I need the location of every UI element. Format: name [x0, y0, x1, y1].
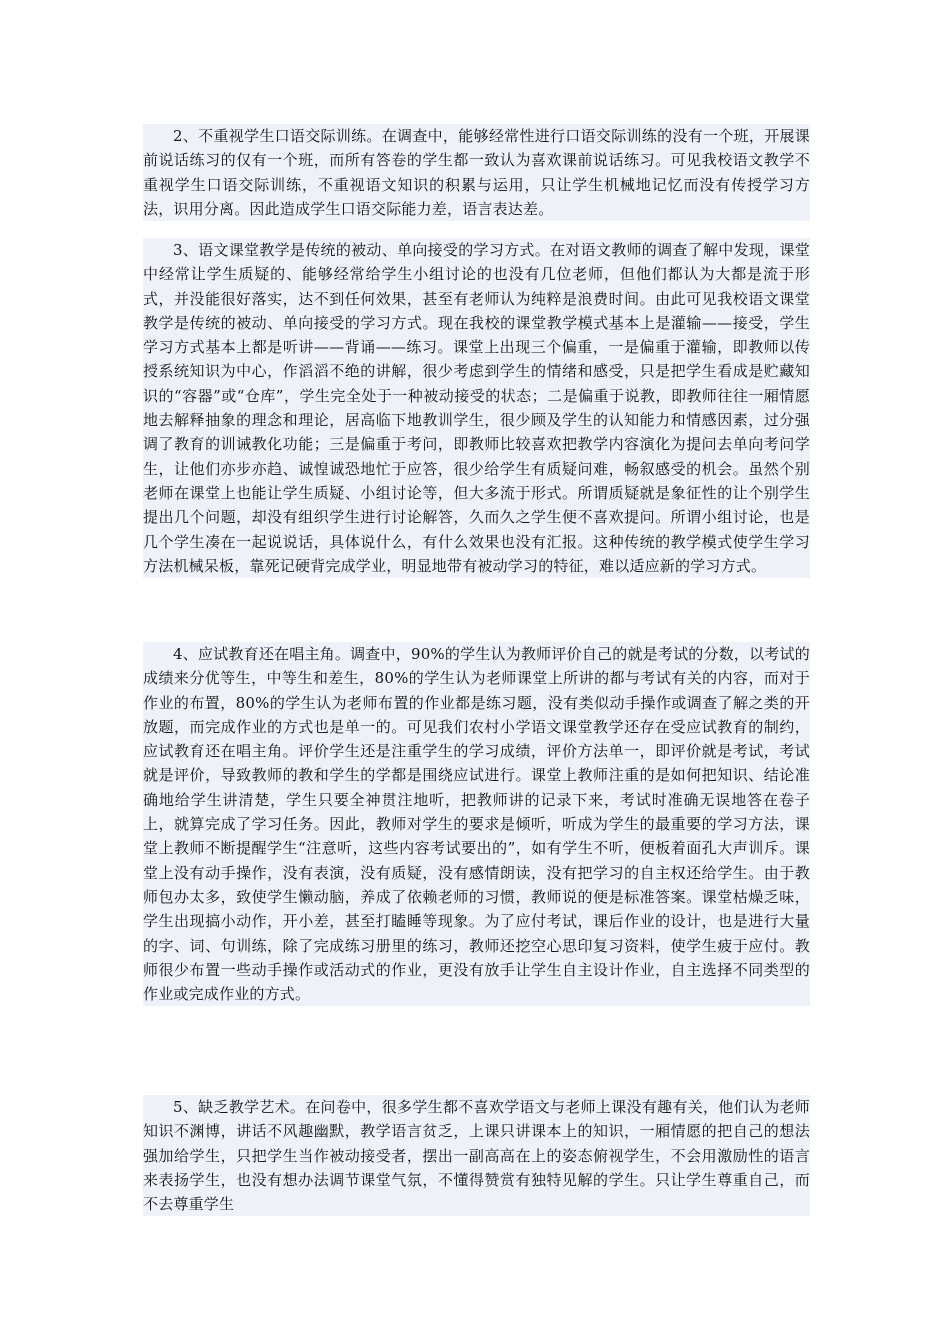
- paragraph-passive-learning: 3、语文课堂教学是传统的被动、单向接受的学习方式。在对语文教师的调查了解中发现，课堂中经常让学生质疑的、能够经常给学生小组讨论的也没有几位老师，但他们都认为大都是流于形式，并没能很好落实，达不到任何效果，甚至有老师认为纯粹是浪费时间。由此可见我校语文课堂教学是传统的被动、单向接受的学习方式。现在我校的课堂教学模式基本上是灌输——接受，学生学习方式基本上都是听讲——背诵——练习。课堂上出现三个偏重，一是偏重于灌输，即教师以传授系统知识为中心，作滔滔不绝的讲解，很少考虑到学生的情绪和感受，只是把学生看成是贮藏知识的“容器”或“仓库”，学生完全处于一种被动接受的状态；二是偏重于说教，即教师往往一厢情愿地去解释抽象的理念和理论，居高临下地教训学生，很少顾及学生的认知能力和情感因素，过分强调了教育的训诫教化功能；三是偏重于考问，即教师比较喜欢把教学内容演化为提问去单向考问学生，让他们亦步亦趋、诚惶诚恐地忙于应答，很少给学生有质疑问难，畅叙感受的机会。虽然个别老师在课堂上也能让学生质疑、小组讨论等，但大多流于形式。所谓质疑就是象征性的让个别学生提出几个问题，却没有组织学生进行讨论解答，久而久之学生便不喜欢提问。所谓小组讨论，也是几个学生凑在一起说说话，具体说什么，有什么效果也没有汇报。这种传统的教学模式使学生学习方法机械呆板，靠死记硬背完成学业，明显地带有被动学习的特征，难以适应新的学习方式。: [143, 238, 810, 578]
- paragraph-teaching-art: 5、缺乏教学艺术。在问卷中，很多学生都不喜欢学语文与老师上课没有趣有关，他们认为老师知识不渊博，讲话不风趣幽默，教学语言贫乏，上课只讲课本上的知识，一厢情愿的把自己的想法强加给学生，只把学生当作被动接受者，摆出一副高高在上的姿态俯视学生，不会用激励性的语言来表扬学生，也没有想办法调节课堂气氛，不懂得赞赏有独特见解的学生。只让学生尊重自己，而不去尊重学生: [143, 1095, 810, 1216]
- paragraph-oral-communication: 2、不重视学生口语交际训练。在调查中，能够经常性进行口语交际训练的没有一个班，开展课前说话练习的仅有一个班，而所有答卷的学生都一致认为喜欢课前说话练习。可见我校语文教学不重视学生口语交际训练，不重视语文知识的积累与运用，只让学生机械地记忆而没有传授学习方法，识用分离。因此造成学生口语交际能力差，语言表达差。: [143, 124, 810, 221]
- paragraph-exam-oriented: 4、应试教育还在唱主角。调查中，90%的学生认为教师评价自己的就是考试的分数，以考试的成绩来分优等生，中等生和差生，80%的学生认为老师课堂上所讲的都与考试有关的内容，而对于作业的布置，80%的学生认为老师布置的作业都是练习题，没有类似动手操作或调查了解之类的开放题，而完成作业的方式也是单一的。可见我们农村小学语文课堂教学还存在受应试教育的制约，应试教育还在唱主角。评价学生还是注重学生的学习成绩，评价方法单一，即评价就是考试，考试就是评价，导致教师的教和学生的学都是围绕应试进行。课堂上教师注重的是如何把知识、结论准确地给学生讲清楚，学生只要全神贯注地听，把教师讲的记录下来，考试时准确无误地答在卷子上，就算完成了学习任务。因此，教师对学生的要求是倾听，听成为学生的最重要的学习方法，课堂上教师不断提醒学生“注意听，这些内容考试要出的”，如有学生不听，便板着面孔大声训斥。课堂上没有动手操作，没有表演，没有质疑，没有感情朗读，没有把学习的自主权还给学生。由于教师包办太多，致使学生懒动脑，养成了依赖老师的习惯，教师说的便是标准答案。课堂枯燥乏味，学生出现搞小动作，开小差，甚至打瞌睡等现象。为了应付考试，课后作业的设计，也是进行大量的字、词、句训练，除了完成练习册里的练习，教师还挖空心思印复习资料，使学生疲于应付。教师很少布置一些动手操作或活动式的作业，更没有放手让学生自主设计作业，自主选择不同类型的作业或完成作业的方式。: [143, 642, 810, 1006]
